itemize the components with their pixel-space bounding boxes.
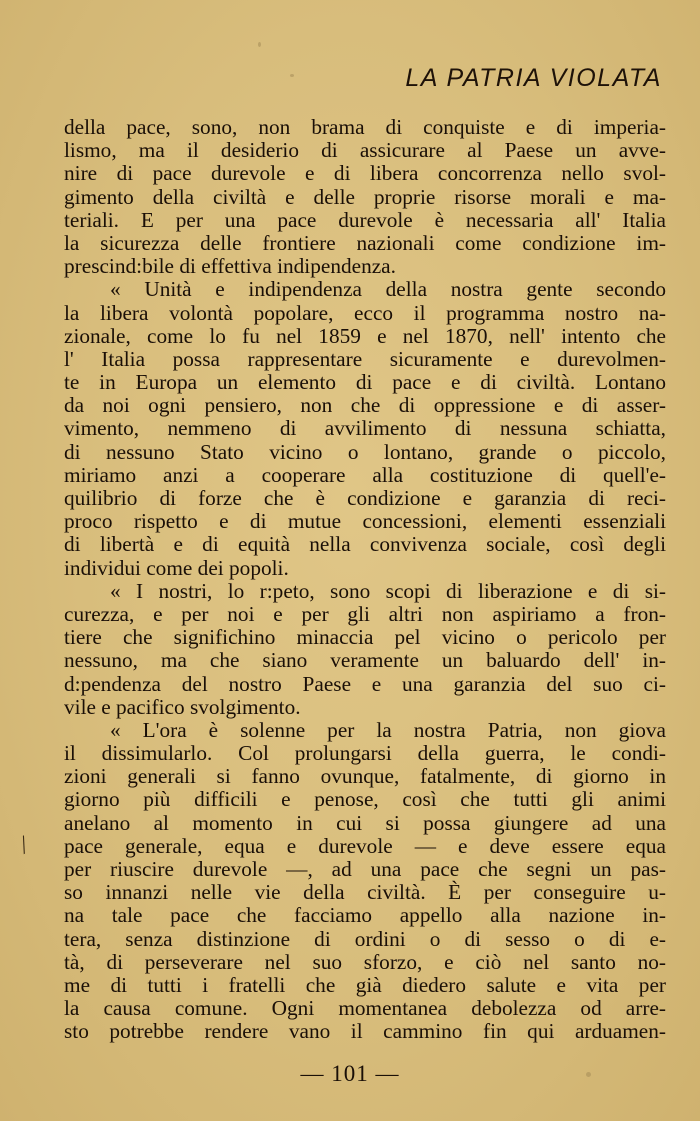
text-line: miriamo anzi a cooperare alla costituzione di quell'e- xyxy=(64,462,666,487)
text-line: nire di pace durevole e di libera concorrenza nello svol- xyxy=(64,161,666,186)
text-line: della pace, sono, non brama di conquiste e di imperia- xyxy=(64,115,666,139)
text-line: teriali. E per una pace durevole è necessaria all' Italia xyxy=(64,207,666,232)
text-line: vimento, nemmeno di avvilimento di nessuna schiatta, xyxy=(64,416,666,441)
text-line: tera, senza distinzione di ordini o di sesso o di e- xyxy=(64,926,666,951)
text-line: vile e pacifico svolgimento. xyxy=(64,694,301,719)
text-line: « I nostri, lo r:peto, sono scopi di liberazione e di si- xyxy=(110,578,666,603)
text-line: la sicurezza delle frontiere nazionali come condizione im- xyxy=(64,230,666,255)
text-line: curezza, e per noi e per gli altri non aspiriamo a fron- xyxy=(64,601,666,626)
text-line: quilibrio di forze che è condizione e garanzia di reci- xyxy=(64,486,666,510)
text-line: nessuno, ma che siano veramente un baluardo dell' in- xyxy=(64,648,666,673)
text-line: anelano al momento in cui si possa giungere ad una xyxy=(64,810,666,835)
text-line: zioni generali si fanno ovunque, fatalmente, di giorno in xyxy=(64,764,666,789)
text-line: na tale pace che facciamo appello alla nazione in- xyxy=(64,903,666,928)
text-line: prescind:bile di effettiva indipendenza. xyxy=(64,254,396,279)
margin-pencil-mark-icon: ╱ xyxy=(16,836,32,855)
text-line: per riuscire durevole —, ad una pace che segni un pas- xyxy=(64,857,666,881)
text-line: gimento della civiltà e delle proprie risorse morali e ma- xyxy=(64,184,666,209)
text-line: l' Italia possa rappresentare sicuramente e durevolmen- xyxy=(64,346,666,371)
text-line: sto potrebbe rendere vano il cammino fin qui arduamen- xyxy=(64,1019,666,1044)
page-number: — 101 — xyxy=(300,1061,400,1086)
text-line: proco rispetto e di mutue concessioni, elementi essenziali xyxy=(64,509,666,534)
text-line: giorno più difficili e penose, così che tutti gli animi xyxy=(64,787,666,812)
text-line: individui come dei popoli. xyxy=(64,555,289,580)
text-line: te in Europa un elemento di pace e di civiltà. Lontano xyxy=(64,370,666,395)
text-line: il dissimularlo. Col prolungarsi della guerra, le condi- xyxy=(64,741,666,766)
running-head-title: LA PATRIA VIOLATA xyxy=(405,64,662,92)
text-line: lismo, ma il desiderio di assicurare al Paese un avve- xyxy=(64,138,666,163)
text-line: zionale, come lo fu nel 1859 e nel 1870, nell' intento che xyxy=(64,323,666,348)
text-line: « Unità e indipendenza della nostra gente secondo xyxy=(110,277,666,302)
text-line: di nessuno Stato vicino o lontano, grande o piccolo, xyxy=(64,439,666,464)
body-text xyxy=(64,116,666,1044)
text-line: « L'ora è solenne per la nostra Patria, non giova xyxy=(110,717,666,742)
text-line: la causa comune. Ogni momentanea debolezza od arre- xyxy=(64,996,666,1021)
text-line: di libertà e di equità nella convivenza sociale, così degli xyxy=(64,532,666,557)
text-line: pace generale, equa e durevole — e deve essere equa xyxy=(64,833,666,858)
text-line: tà, di perseverare nel suo sforzo, e ciò nel santo no- xyxy=(64,949,666,974)
paper-speck xyxy=(290,74,294,77)
text-line: tiere che significhino minaccia pel vicino o pericolo per xyxy=(64,625,666,650)
text-line: da noi ogni pensiero, non che di oppressione e di asser- xyxy=(64,393,666,418)
text-line: d:pendenza del nostro Paese e una garanzia del suo ci- xyxy=(64,671,666,696)
text-line: so innanzi nelle vie della civiltà. È per conseguire u- xyxy=(64,880,666,905)
text-line: me di tutti i fratelli che già diedero salute e vita per xyxy=(64,972,666,997)
text-line: la libera volontà popolare, ecco il programma nostro na- xyxy=(64,300,666,325)
paper-speck xyxy=(258,42,261,47)
